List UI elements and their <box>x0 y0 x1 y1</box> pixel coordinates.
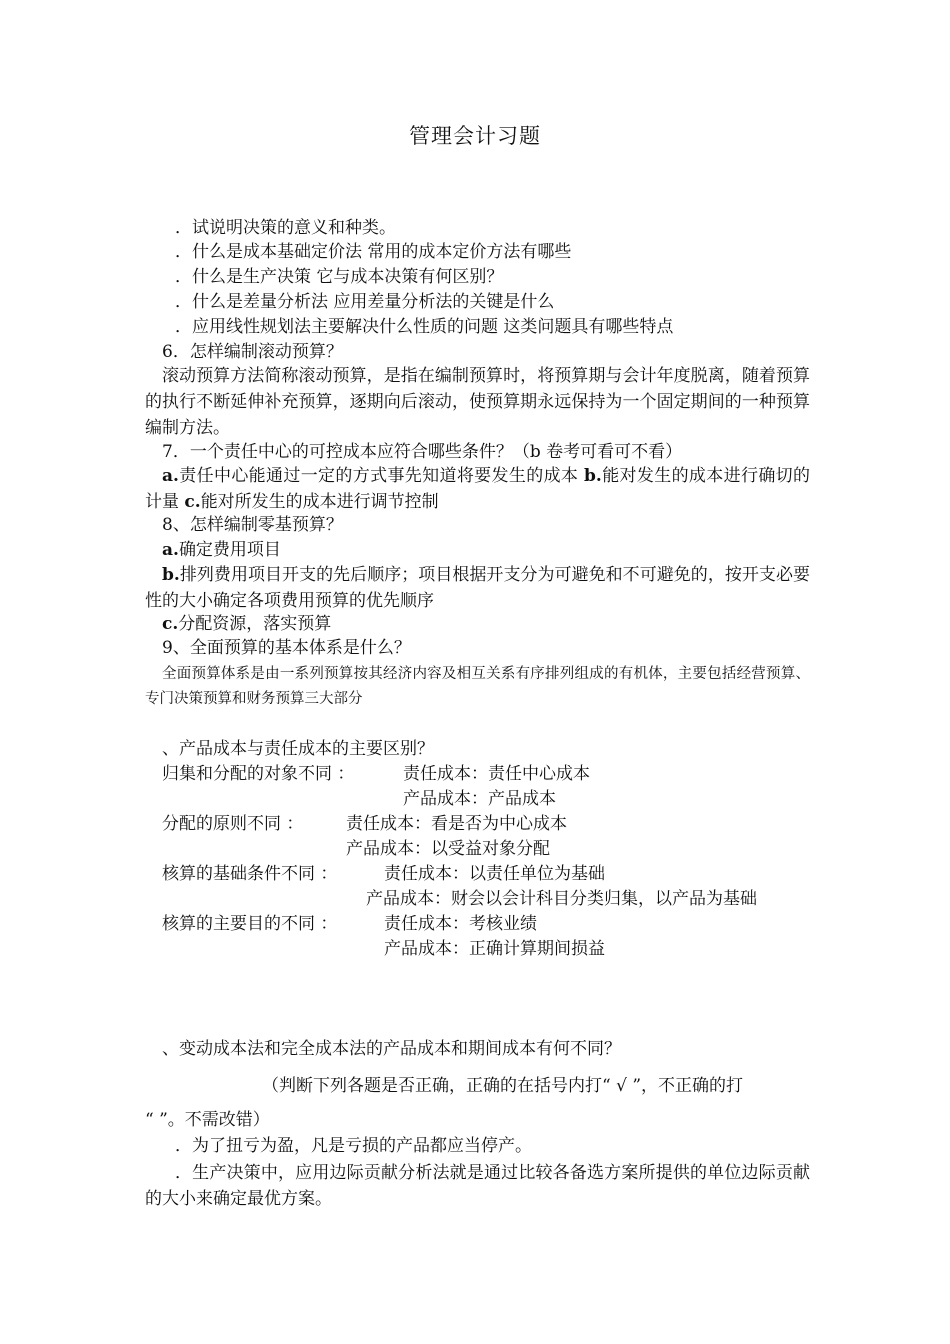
diff-resp-4: 责任成本：考核业绩 <box>384 914 537 934</box>
answer-7-c-text: 能对所发生的成本进行调节控制 <box>200 492 439 512</box>
question-10: 、产品成本与责任成本的主要区别？ <box>162 739 434 759</box>
question-7: 7．一个责任中心的可控成本应符合哪些条件？（b 卷考可看可不看） <box>162 442 683 462</box>
answer-9: 全面预算体系是由一系列预算按其经济内容及相互关系有序排列组成的有机体，主要包括经营预算、专门决策预算和财务预算三大部分 <box>145 666 810 707</box>
answer-8-a-text: 确定费用项目 <box>178 540 281 560</box>
diff-prod-1: 产品成本：产品成本 <box>403 789 556 809</box>
diff-label-2: 分配的原则不同 ： <box>162 814 304 834</box>
question-6: 6．怎样编制滚动预算？ <box>162 342 343 362</box>
answer-7-b-label: b. <box>584 466 602 486</box>
question-1: ．试说明决策的意义和种类。 <box>175 218 396 238</box>
diff-label-3: 核算的基础条件不同 ： <box>162 864 338 884</box>
answer-8-c <box>162 612 331 637</box>
question-11: 、变动成本法和完全成本法的产品成本和期间成本有何不同？ <box>162 1039 621 1059</box>
question-9: 9、全面预算的基本体系是什么？ <box>162 638 411 658</box>
judgement-item-2: ．生产决策中，应用边际贡献分析法就是通过比较各备选方案所提供的单位边际贡献的大小来确定最优方案。 <box>145 1163 810 1209</box>
answer-6: 滚动预算方法简称滚动预算，是指在编制预算时，将预算期与会计年度脱离，随着预算的执行不断延伸补充预算，逐期向后滚动，使预算期永远保持为一个固定期间的一种预算编制方法。 <box>145 366 810 438</box>
answer-8-b-label: b. <box>162 565 180 585</box>
answer-7-a-text: 责任中心能通过一定的方式事先知道将要发生的成本 <box>178 466 585 486</box>
diff-label-4: 核算的主要目的不同 ： <box>162 914 338 934</box>
diff-prod-3: 产品成本：财会以会计科目分类归集，以产品为基础 <box>366 889 757 909</box>
diff-prod-2: 产品成本：以受益对象分配 <box>346 839 550 859</box>
answer-7 <box>145 463 810 515</box>
answer-7-c-label: c. <box>184 492 201 512</box>
section-2-instruction-1: （判断下列各题是否正确，正确的在括号内打“ √ ”，不正确的打 <box>262 1076 744 1096</box>
question-5: ．应用线性规划法主要解决什么性质的问题 这类问题具有哪些特点 <box>175 317 674 337</box>
answer-8-a-label: a. <box>162 540 179 560</box>
section-2-instruction-2: “ ”。不需改错） <box>145 1110 270 1130</box>
diff-prod-4: 产品成本：正确计算期间损益 <box>384 939 605 959</box>
diff-resp-2: 责任成本：看是否为中心成本 <box>346 814 567 834</box>
answer-7-a-label: a. <box>162 466 179 486</box>
question-3: ．什么是生产决策 它与成本决策有何区别？ <box>175 267 504 287</box>
question-4: ．什么是差量分析法 应用差量分析法的关键是什么 <box>175 292 555 312</box>
question-8: 8、怎样编制零基预算？ <box>162 515 343 535</box>
answer-8-b-text: 排列费用项目开支的先后顺序；项目根据开支分为可避免和不可避免的，按开支必要性的大小确定各项费用预算的优先顺序 <box>145 565 810 611</box>
answer-8-a <box>162 538 281 563</box>
answer-7-b-text: 能对发生的成本进行确切的计量 <box>145 466 811 512</box>
judgement-item-1: ．为了扭亏为盈，凡是亏损的产品都应当停产。 <box>175 1136 532 1156</box>
diff-resp-3: 责任成本：以责任单位为基础 <box>384 864 605 884</box>
answer-8-c-label: c. <box>162 614 179 634</box>
diff-resp-1: 责任成本：责任中心成本 <box>403 764 590 784</box>
answer-8-b <box>145 562 810 614</box>
document-title: 管理会计习题 <box>409 124 541 148</box>
question-2: ．什么是成本基础定价法 常用的成本定价方法有哪些 <box>175 242 572 262</box>
answer-8-c-text: 分配资源，落实预算 <box>178 614 332 634</box>
diff-label-1: 归集和分配的对象不同 ： <box>162 764 355 784</box>
